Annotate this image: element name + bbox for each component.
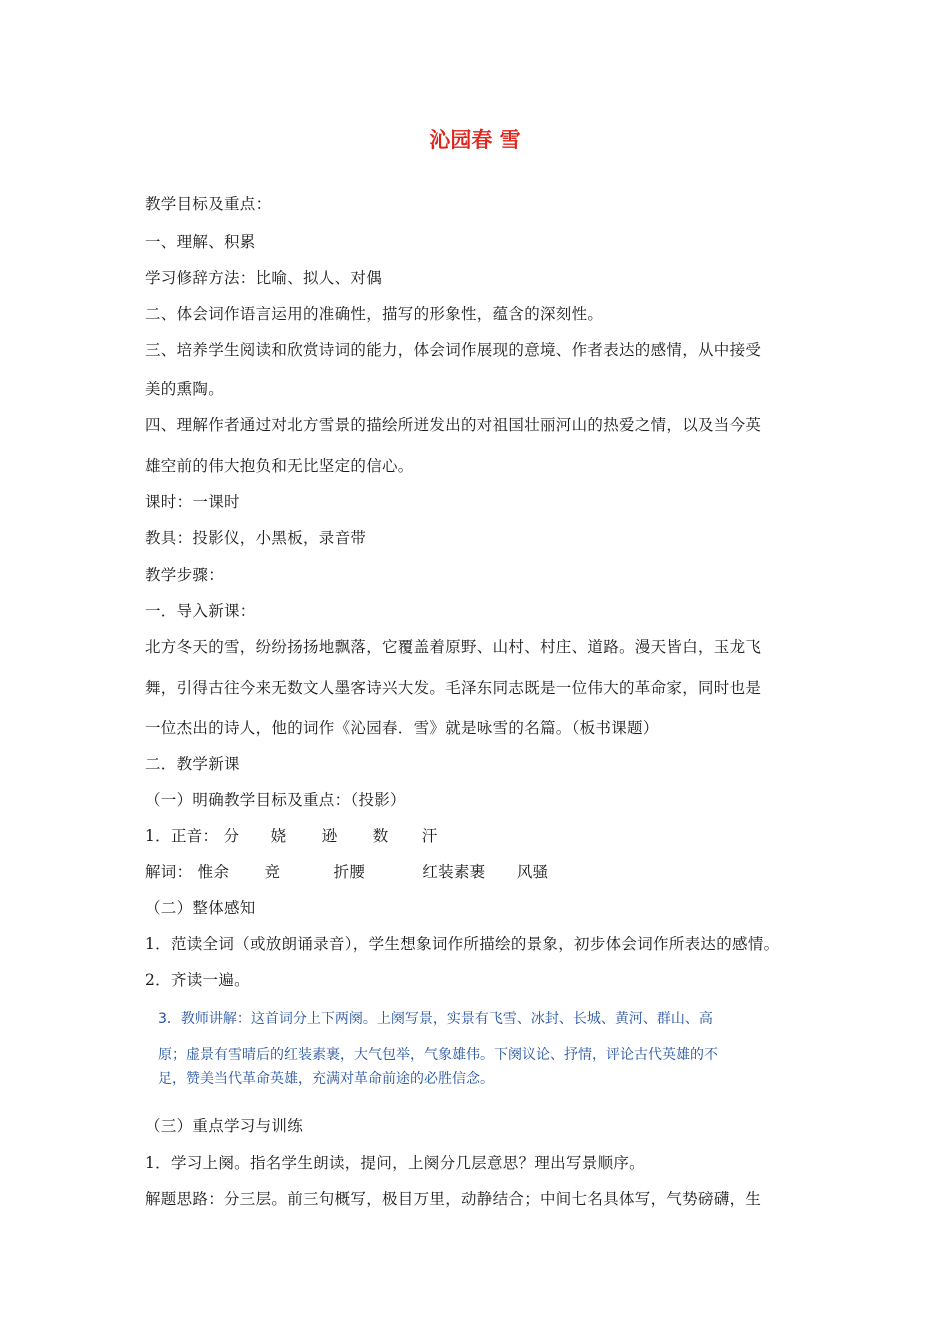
text-line: 教具：投影仪，小黑板，录音带 xyxy=(145,529,367,547)
pronunciation-item: 数 xyxy=(372,827,389,845)
text-line: 一、理解、积累 xyxy=(145,233,256,251)
text-line: 学习修辞方法：比喻、拟人、对偶 xyxy=(145,269,383,287)
pronunciation-item: 汗 xyxy=(421,827,438,845)
text-line: 雄空前的伟大抱负和无比坚定的信心。 xyxy=(145,457,414,475)
embedded-image-text: 3．教师讲解：这首词分上下两阕。上阕写景，实景有飞雪、冰封、长城、黄河、群山、高 xyxy=(158,1011,713,1027)
text-line: 解题思路：分三层。前三句概写，极目万里，动静结合；中间七名具体写，气势磅礴，生 xyxy=(145,1190,762,1208)
embedded-image-text: 原；虚景有雪晴后的红装素裹，大气包举，气象雄伟。下阕议论、抒情，评论古代英雄的不 xyxy=(158,1047,718,1063)
text-line: 1．范读全词（或放朗诵录音），学生想象词作所描绘的景象，初步体会词作所表达的感情。 xyxy=(145,935,780,953)
text-line: 课时：一课时 xyxy=(145,493,240,511)
text-line: 美的熏陶。 xyxy=(145,380,225,398)
vocab-item: 竞 xyxy=(264,863,281,881)
text-line: （一）明确教学目标及重点：（投影） xyxy=(145,791,406,809)
vocab-line xyxy=(145,860,548,882)
vocab-label: 解词： xyxy=(145,863,193,881)
page-title: 沁园春 雪 xyxy=(429,128,521,152)
text-line: 2．齐读一遍。 xyxy=(145,971,250,989)
text-line: 三、培养学生阅读和欣赏诗词的能力，体会词作展现的意境、作者表达的感情，从中接受 xyxy=(145,341,762,359)
text-line: 一．导入新课： xyxy=(145,602,256,620)
vocab-item: 红装素裹 xyxy=(422,863,486,881)
vocab-item: 折腰 xyxy=(333,863,366,881)
text-line: 舞，引得古往今来无数文人墨客诗兴大发。毛泽东同志既是一位伟大的革命家，同时也是 xyxy=(145,679,762,697)
text-line: 北方冬天的雪，纷纷扬扬地飘落，它覆盖着原野、山村、村庄、道路。漫天皆白，玉龙飞 xyxy=(145,638,762,656)
text-line: 一位杰出的诗人，他的词作《沁园春．雪》就是咏雪的名篇。（板书课题） xyxy=(145,719,659,737)
text-line: 教学步骤： xyxy=(145,566,225,584)
text-line: 1．学习上阕。指名学生朗读，提问，上阕分几层意思？理出写景顺序。 xyxy=(145,1154,645,1172)
vocab-item: 风骚 xyxy=(516,863,549,881)
pronunciation-item: 逊 xyxy=(321,827,338,845)
text-line: 教学目标及重点： xyxy=(145,195,272,213)
pronunciation-label: 1．正音： xyxy=(145,827,219,845)
embedded-image-text: 足，赞美当代革命英雄，充满对革命前途的必胜信念。 xyxy=(158,1071,494,1087)
pronunciation-item: 娆 xyxy=(270,827,287,845)
pronunciation-line xyxy=(145,824,438,846)
text-line: （二）整体感知 xyxy=(145,899,256,917)
text-line: 二、体会词作语言运用的准确性，描写的形象性，蕴含的深刻性。 xyxy=(145,305,604,323)
vocab-item: 惟余 xyxy=(197,863,230,881)
text-line: （三）重点学习与训练 xyxy=(145,1117,304,1135)
text-line: 四、理解作者通过对北方雪景的描绘所迸发出的对祖国壮丽河山的热爱之情，以及当今英 xyxy=(145,416,762,434)
pronunciation-item: 分 xyxy=(223,827,240,845)
text-line: 二．教学新课 xyxy=(145,755,240,773)
